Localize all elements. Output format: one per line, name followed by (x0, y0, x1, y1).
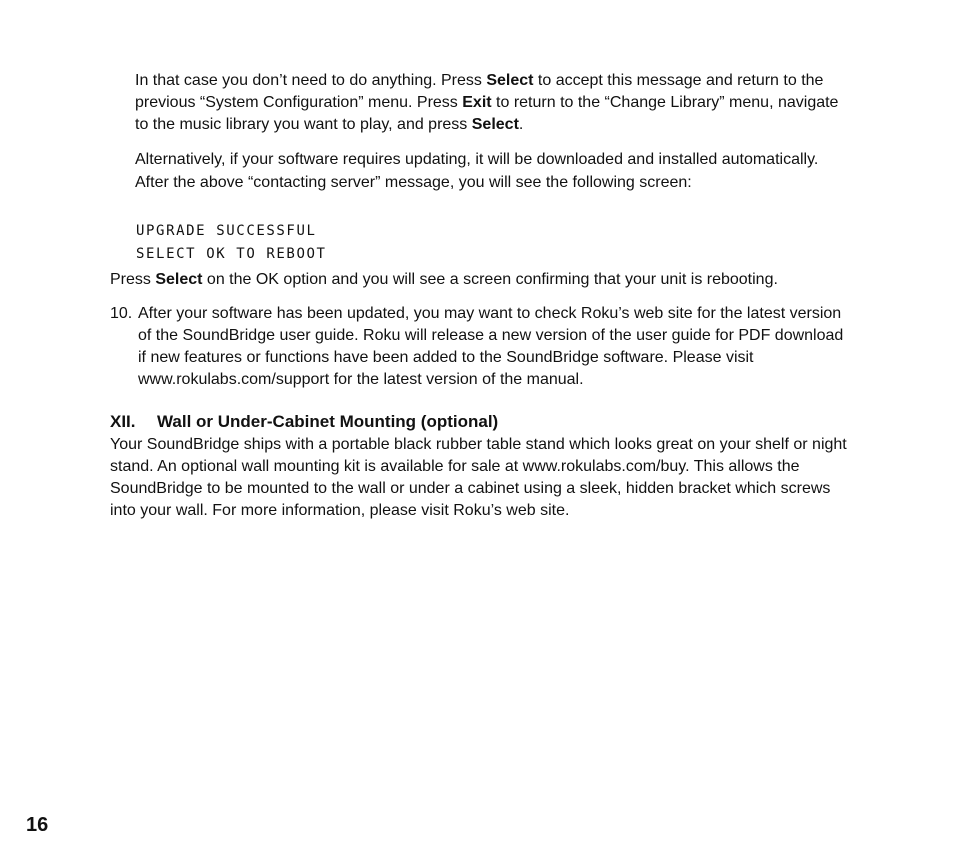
section-heading (110, 411, 498, 433)
list-item-text: After your software has been updated, you may want to check Roku’s web site for the latest version of the SoundBridge user guide. Roku will release a new version of the user guide for PDF download if new features or functions have been added to the SoundBridge software. Please visit www.rokulabs.com/support for the latest version of the manual. (138, 305, 844, 388)
paragraph-no-action-needed (135, 70, 840, 136)
para3-text-2: on the OK option and you will see a screen confirming that your unit is rebooting. (202, 271, 778, 288)
para1-text-4: . (518, 116, 524, 133)
section-title: Wall or Under-Cabinet Mounting (optional) (157, 412, 499, 431)
para3-text-1: Press (110, 271, 156, 288)
para3-select-bold: Select (155, 271, 203, 288)
para1-select-bold-2: Select (471, 116, 519, 133)
paragraph-software-update: Alternatively, if your software requires updating, it will be downloaded and installed automatically. After the above “contacting server” message, you will see the following screen: (135, 151, 819, 191)
screen-message-line-1: UPGRADE SUCCESSFUL (136, 223, 317, 239)
para1-text-3: to return to the “Change Library” menu, navigate to the music library you want to play, and press (135, 94, 839, 133)
list-item-number: 10. (110, 305, 133, 322)
para1-select-bold: Select (486, 72, 534, 89)
para1-text-1: In that case you don’t need to do anything. Press (135, 72, 487, 89)
screen-message-line-2: SELECT OK TO REBOOT (136, 246, 327, 262)
para1-text-2: to accept this message and return to the previous “System Configuration” menu. Press (135, 72, 824, 111)
para1-exit-bold: Exit (462, 94, 492, 111)
page-number: 16 (26, 814, 49, 836)
section-number: XII. (110, 412, 136, 431)
paragraph-wall-mounting: Your SoundBridge ships with a portable black rubber table stand which looks great on your shelf or night stand. An optional wall mounting kit is available for sale at www.rokulabs.com/buy. This allows the SoundBridge to be mounted to the wall or under a cabinet using a sleek, hidden bracket which screws into your wall. For more information, please visit Roku’s web site. (110, 436, 847, 519)
paragraph-press-select-reboot (110, 269, 850, 291)
